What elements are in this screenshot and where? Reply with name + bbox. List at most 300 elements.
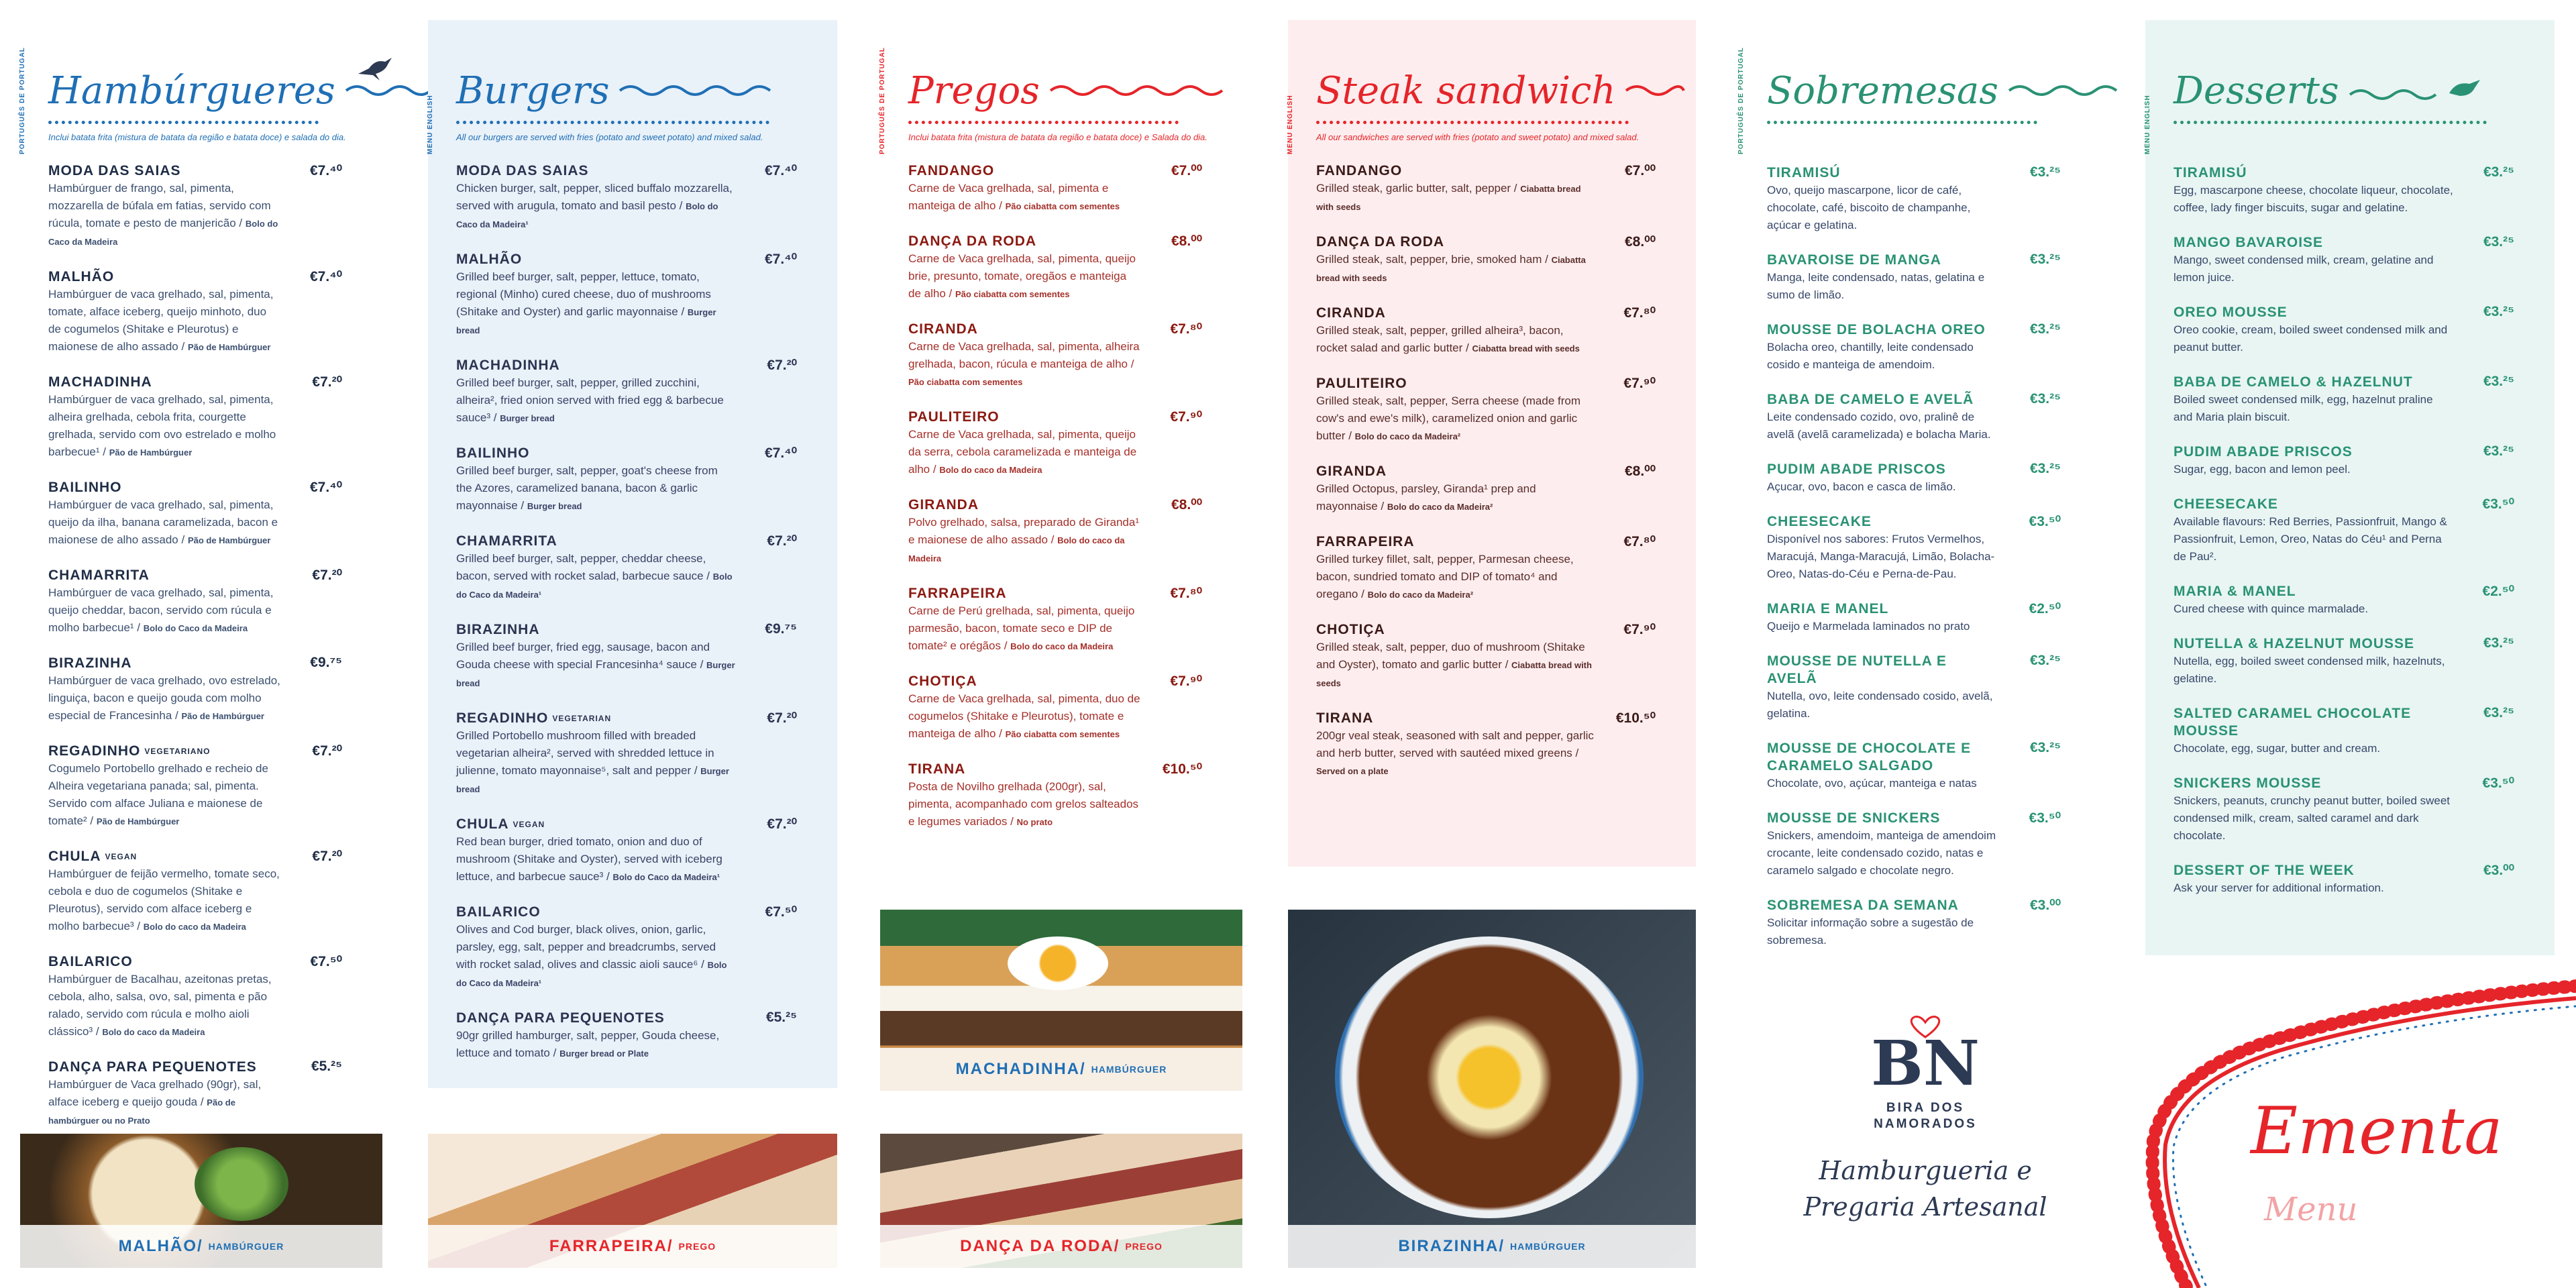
item-description [1767,914,2061,949]
menu-item [456,357,797,427]
menu-item [48,953,342,1041]
item-description-text: Hambúrguer de vaca grelhado, ovo estrelado, linguiça, bacon e queijo gouda com molho especial de Francesinha / [48,674,280,722]
item-name-text: TIRAMISÚ [2174,165,2247,180]
item-name-text: BAILARICO [48,954,133,969]
item-name-text: MACHADINHA [456,358,560,373]
item-price: €7.²⁰ [767,816,797,832]
menu-item [1316,162,1656,216]
language-label: MENU ENGLISH [2144,95,2151,154]
item-description-text: Sugar, egg, bacon and lemon peel. [2174,463,2351,476]
item-description [1316,639,1656,692]
item-name-text: MALHÃO [456,252,523,267]
item-price: €3.²⁵ [2029,653,2061,668]
item-description [908,690,1202,743]
item-description-text: Chocolate, ovo, açúcar, manteiga e natas [1767,777,1977,790]
item-price: €5.²⁵ [765,1010,797,1025]
bread-type: Pão de Hambúrguer [187,535,271,545]
item-description [908,426,1202,479]
item-name [2174,635,2514,653]
bread-type: Served on a plate [1316,766,1389,776]
item-name [908,233,1202,250]
dotted-divider [48,121,319,124]
item-price: €3.²⁵ [2029,252,2061,267]
item-name-text: SALTED CARAMEL CHOCOLATE MOUSSE [2174,706,2412,739]
item-description [456,1027,797,1063]
item-description [2174,600,2514,618]
panel-sobremesas [1739,20,2101,967]
item-description-text: Hambúrguer de feijão vermelho, tomate seco, cebola e duo de cogumelos (Shitake e Pleurotus), servido com alface iceberg e molho barbecue³ / [48,867,280,932]
item-name-text: SNICKERS MOUSSE [2174,775,2322,791]
item-description-text: Hambúrguer de vaca grelhado, sal, pimenta, alheira grelhada, cebola frita, courgette grelhada, servido com ovo estrelado e molho barbecue¹ / [48,393,276,458]
item-description-text: Cogumelo Portobello grelhado e recheio de Alheira vegetariana panada; sal, pimenta. Servido com alface Juliana e maionese de tomate² / [48,762,268,827]
wave-icon [2008,83,2122,99]
item-name-text: DANÇA PARA PEQUENOTES [48,1059,257,1075]
photo-caption: MACHADINHA/ HAMBÚRGUER [880,1048,1242,1091]
bread-type: Burger bread [500,413,555,423]
menu-item [456,251,797,339]
menu-item [908,162,1202,215]
item-description-text: Bolacha oreo, chantilly, leite condensado cosido e manteiga de amendoim. [1767,341,1974,371]
item-description-text: Disponível nos sabores: Frutos Vermelhos, Maracujá, Manga-Maracujá, Limão, Bolacha-Oreo, Natas-do-Céu e Perna-de-Pau. [1767,533,1995,580]
photo-caption: BIRAZINHA/ HAMBÚRGUER [1288,1225,1696,1268]
item-price: €3.⁰⁰ [2483,863,2514,878]
item-price: €7.⁹⁰ [1170,409,1202,425]
menu-item [1767,810,2061,879]
item-description [908,602,1202,655]
wave-icon [345,83,432,99]
bread-type: Bolo do Caco da Madeira¹ [612,872,720,882]
item-price: €3.²⁵ [2483,374,2514,389]
bread-type: No prato [1016,817,1053,827]
item-name [908,496,1202,514]
item-name [456,1010,797,1027]
bread-type: Bolo do Caco da Madeira¹ [456,572,733,600]
item-name [1316,533,1656,551]
wave-icon [619,83,780,99]
item-name-text: CHOTIÇA [1316,622,1385,637]
diet-tag: VEGETARIAN [552,714,612,723]
item-price: €7.²⁰ [767,710,797,726]
item-description [1316,727,1656,780]
item-description [1767,182,2061,234]
bread-type: Pão ciabatta com sementes [1005,729,1120,739]
item-description-text: Leite condensado cozido, ovo, pralinê de avelã (avelã caramelizada) e bolacha Maria. [1767,411,1991,441]
item-price: €9.⁷⁵ [310,655,342,670]
bread-type: Burger bread [456,660,735,688]
item-price: €7.⁴⁰ [765,445,797,461]
item-name-text: MALHÃO [48,269,115,284]
item-price: €7.⁰⁰ [1171,163,1202,178]
menu-item [908,496,1202,568]
item-description-text: Available flavours: Red Berries, Passionfruit, Mango & Passionfruit, Lemon, Oreo, Natas do Céu¹ and Perna de Pau². [2174,515,2447,563]
item-name [1767,321,2061,339]
item-name-text: FANDANGO [908,163,995,178]
item-name [456,162,797,180]
item-description [1316,392,1656,445]
item-price: €7.⁸⁰ [1623,305,1656,321]
item-description-text: Boiled sweet condensed milk, egg, hazelnut praline and Maria plain biscuit. [2174,393,2433,423]
photo-malhao [20,1134,382,1268]
menu-item [48,743,342,830]
bird-icon [356,54,393,83]
item-name-text: REGADINHO [48,743,141,759]
item-name-text: FANDANGO [1316,163,1403,178]
item-name [1316,463,1656,480]
item-description [2174,391,2514,426]
menu-item [1316,710,1656,780]
dotted-divider [1316,121,1629,124]
item-name [1316,305,1656,322]
item-price: €3.²⁵ [2483,304,2514,319]
item-name-text: PUDIM ABADE PRISCOS [2174,444,2353,460]
item-description-text: Açucar, ovo, bacon e casca de limão. [1767,480,1956,493]
item-description [1767,339,2061,374]
item-price: €7.⁴⁰ [310,163,342,178]
diet-tag: VEGAN [105,852,138,861]
dotted-divider [456,121,769,124]
item-price: €8.⁰⁰ [1171,233,1202,249]
item-name-text: CHAMARRITA [456,533,557,549]
item-description-text: Nutella, egg, boiled sweet condensed milk, hazelnuts, gelatine. [2174,655,2445,685]
language-label: MENU ENGLISH [427,95,434,154]
menu-item [48,848,342,936]
bread-type: Bolo do Caco da Madeira [143,623,248,633]
photo-caption: MALHÃO/ HAMBÚRGUER [20,1225,382,1268]
brand-name-line1: BIRA DOS [1886,1101,1965,1115]
menu-item [1767,391,2061,443]
item-name-text: PAULITEIRO [1316,376,1407,391]
item-price: €3.⁰⁰ [2029,898,2061,913]
item-name [1767,653,2061,688]
menu-item [1767,321,2061,374]
language-label: PORTUGUÊS DE PORTUGAL [879,47,886,154]
item-description-text: Queijo e Marmelada laminados no prato [1767,620,1970,633]
item-description [1316,551,1656,604]
item-name [1767,391,2061,409]
item-price: €2.⁵⁰ [2029,601,2061,616]
menu-item [908,585,1202,655]
bread-type: Pão ciabatta com sementes [955,289,1070,299]
bread-type: Ciabatta bread with seeds [1472,343,1580,354]
menu-item [1767,740,2061,792]
item-name-text: BABA DE CAMELO E AVELÃ [1767,392,1974,407]
bread-type: Burger bread or Plate [559,1049,649,1059]
item-name-text: BAILINHO [456,445,530,461]
item-description-text: Nutella, ovo, leite condensado cosido, avelã, gelatina. [1767,690,1993,720]
item-price: €7.⁴⁰ [310,269,342,284]
menu-item [456,445,797,515]
item-description-text: Carne de Vaca grelhada, sal, pimenta, alheira grelhada, bacon, rúcula e manteiga de alho / [908,340,1140,370]
section-title [2174,67,2514,114]
bread-type: Ciabatta bread with seeds [1316,255,1586,283]
item-name-text: PAULITEIRO [908,409,1000,425]
bread-type: Pão de hambúrguer ou no Prato [48,1097,235,1126]
item-description-text: 200gr veal steak, seasoned with salt and pepper, garlic and herb butter, served with sautéed mixed greens / [1316,729,1594,759]
item-price: €7.⁵⁰ [765,904,797,920]
item-name [48,567,342,584]
item-description-text: Grilled beef burger, salt, pepper, lettuce, tomato, regional (Minho) cured cheese, duo of mushrooms (Shitake and Oyster) and garlic mayonnaise / [456,270,711,318]
item-price: €7.⁴⁰ [765,252,797,267]
item-description-text: Red bean burger, dried tomato, onion and duo of mushroom (Shitake and Oyster), served with iceberg lettuce, and barbecue sauce³ / [456,835,722,883]
item-description-text: Snickers, amendoim, manteiga de amendoim crocante, leite condensado cozido, natas e caramelo salgado e chocolate negro. [1767,829,1996,877]
menu-item [2174,635,2514,688]
item-name-text: CHULA [456,816,509,832]
item-description [1316,180,1656,216]
item-name [908,585,1202,602]
item-name [456,904,797,921]
item-name-text: MODA DAS SAIAS [456,163,589,178]
item-description-text: Grilled turkey fillet, salt, pepper, Parmesan cheese, bacon, sundried tomato and DIP of tomato⁴ and oregano / [1316,553,1574,600]
item-description-text: Grilled beef burger, salt, pepper, goat's cheese from the Azores, caramelized banana, bacon & garlic mayonnaise / [456,464,718,512]
item-description [1767,478,2061,496]
item-price: €7.⁰⁰ [1624,163,1656,178]
item-name [1767,252,2061,269]
item-description [456,180,797,233]
item-description [48,584,342,637]
item-price: €3.⁵⁰ [2482,775,2514,791]
photo-caption: DANÇA DA RODA/ PREGO [880,1225,1242,1268]
item-price: €7.⁴⁰ [765,163,797,178]
menu-item [456,621,797,692]
bread-type: Bolo do caco da Madeira² [1387,502,1493,512]
item-description [48,286,342,356]
item-name [48,953,342,971]
item-name [1316,162,1656,180]
section-title [48,67,342,114]
section-title [456,67,797,114]
item-description [456,268,797,339]
item-name-text: MOUSSE DE BOLACHA OREO [1767,322,1986,337]
menu-item [2174,164,2514,217]
item-name-text: DANÇA DA RODA [1316,234,1445,250]
item-name [1767,461,2061,478]
menu-item [456,904,797,992]
section-subtitle: All our sandwiches are served with fries (potato and sweet potato) and mixed salad. [1316,132,1640,142]
menu-item [1767,461,2061,496]
item-name [2174,164,2514,182]
section-title [908,67,1202,114]
bread-type: Bolo do caco da Madeira² [1354,431,1461,441]
section-title-text: Pregos [908,68,1040,113]
item-description [2174,653,2514,688]
item-description [1316,251,1656,287]
item-description-text: Solicitar informação sobre a sugestão de sobremesa. [1767,916,1974,947]
brand-tagline-line2: Pregaria Artesanal [1803,1192,2047,1222]
wave-icon [1625,83,1685,99]
item-price: €2.⁵⁰ [2482,584,2514,599]
section-title [1316,67,1656,114]
item-name-text: CHULA [48,849,101,864]
item-description-text: Carne de Vaca grelhada, sal, pimenta, queijo da serra, cebola caramelizada e manteiga de alho / [908,428,1137,476]
item-name-text: MACHADINHA [48,374,152,390]
item-name-text: CHAMARRITA [48,568,150,583]
dotted-divider [908,121,1179,124]
item-description-text: Grilled steak, salt, pepper, brie, smoked ham / [1316,253,1548,266]
item-description [1767,618,2061,635]
item-name-text: TIRANA [1316,710,1374,726]
item-name [2174,443,2514,461]
item-price: €8.⁰⁰ [1171,497,1202,513]
item-price: €7.²⁰ [312,743,342,759]
bread-type: Pão de Hambúrguer [109,447,193,458]
section-title-text: Hambúrgueres [48,68,335,113]
item-description [48,1076,342,1130]
item-price: €3.⁵⁰ [2482,496,2514,512]
section-subtitle: Inclui batata frita (mistura de batata da região e batata doce) e salada do dia. [48,132,346,142]
panel-burgers [428,20,837,1088]
item-price: €3.²⁵ [2483,234,2514,250]
item-description-text: Grilled beef burger, salt, pepper, cheddar cheese, bacon, served with rocket salad, barbecue sauce / [456,552,710,582]
item-description [1767,409,2061,443]
item-name-text: GIRANDA [908,497,979,513]
section-subtitle: Inclui batata frita (mistura de batata da região e batata doce) e Salada do dia. [908,132,1208,142]
menu-item [1316,233,1656,287]
item-description-text: Grilled steak, salt, pepper, grilled alheira³, bacon, rocket salad and garlic butter / [1316,324,1564,354]
item-description-text: Ovo, queijo mascarpone, licor de café, chocolate, café, biscoito de champanhe, açúcar e gelatina. [1767,184,1971,231]
menu-item [456,533,797,604]
item-description-text: Grilled beef burger, salt, pepper, grilled zucchini, alheira², fried onion served with fried egg & barbecue sauce³ / [456,376,724,424]
menu-item [1316,463,1656,516]
item-name-text: OREO MOUSSE [2174,305,2288,320]
bread-type: Bolo do caco da Madeira [908,535,1125,564]
item-name-text: MOUSSE DE CHOCOLATE E CARAMELO SALGADO [1767,741,1972,773]
section-title-text: Desserts [2174,68,2339,113]
item-price: €7.⁸⁰ [1170,321,1202,337]
item-description-text: Grilled steak, garlic butter, salt, pepper / [1316,182,1517,195]
item-description [48,760,342,830]
menu-item [1316,533,1656,604]
item-description [908,514,1202,568]
item-description [1767,775,2061,792]
item-price: €3.²⁵ [2029,740,2061,755]
item-price: €3.⁵⁰ [2029,810,2061,826]
item-name [908,673,1202,690]
egg-shape [1008,936,1108,990]
item-name-text: MANGO BAVAROISE [2174,235,2324,250]
item-description [1767,688,2061,722]
section-title-text: Burgers [456,68,610,113]
bread-type: Pão de Hambúrguer [181,711,264,721]
item-name [48,479,342,496]
item-price: €7.²⁰ [767,358,797,373]
item-description-text: Carne de Perú grelhada, sal, pimenta, queijo parmesão, bacon, tomate seco e DIP de tomate² e orégãos / [908,604,1135,652]
cover-subtitle: Menu [2264,1191,2358,1228]
panel-desserts [2145,20,2555,955]
item-name [48,374,342,391]
item-price: €3.²⁵ [2029,391,2061,407]
item-description [1316,480,1656,516]
item-name [2174,583,2514,600]
section-subtitle: All our burgers are served with fries (potato and sweet potato) and mixed salad. [456,132,763,142]
item-name-text: GIRANDA [1316,464,1387,479]
item-description-text: Grilled beef burger, fried egg, sausage, bacon and Gouda cheese with special Francesinha⁴ sauce / [456,641,710,671]
diet-tag: VEGAN [513,820,545,829]
bread-type: Pão ciabatta com sementes [908,377,1023,387]
item-price: €9.⁷⁵ [765,621,797,637]
bread-type: Burger bread [527,501,582,511]
item-description [1767,827,2061,879]
item-description-text: Grilled steak, salt, pepper, duo of mushroom (Shitake and Oyster), tomato and garlic butter / [1316,641,1585,671]
item-name [48,162,342,180]
item-description-text: Mango, sweet condensed milk, cream, gelatine and lemon juice. [2174,254,2434,284]
item-name-text: BAVAROISE DE MANGA [1767,252,1941,268]
item-name-text: FARRAPEIRA [1316,534,1415,549]
menu-item [908,233,1202,303]
bread-type: Ciabatta bread with seeds [1316,660,1592,688]
bread-type: Bolo do Caco da Madeira¹ [456,960,727,988]
item-description-text: Chocolate, egg, sugar, butter and cream. [2174,742,2381,755]
item-description-text: Hambúrguer de frango, sal, pimenta, mozzarella de búfala em fatias, servido com rúcula, tomate e pesto de manjericão / [48,182,271,229]
item-description-text: Chicken burger, salt, pepper, sliced buffalo mozzarella, served with arugula, tomato and basil pesto / [456,182,733,212]
item-price: €7.²⁰ [312,849,342,864]
item-description [456,921,797,992]
item-name [1767,740,2061,775]
menu-list [1316,162,1656,780]
item-description [456,639,797,692]
photo-caption: FARRAPEIRA/ PREGO [428,1225,837,1268]
item-description [2174,513,2514,566]
brand-name-line2: NAMORADOS [1874,1117,1977,1131]
menu-list [1767,164,2061,949]
item-name [1316,233,1656,251]
item-description-text: Posta de Novilho grelhada (200gr), sal, pimenta, acompanhado com grelos salteados e legumes variados / [908,780,1139,828]
item-description [456,374,797,427]
menu-item [48,162,342,251]
item-description [48,865,342,936]
item-name [2174,234,2514,252]
item-price: €5.²⁵ [311,1059,342,1074]
item-description [1767,531,2061,583]
item-price: €7.²⁰ [312,568,342,583]
item-name-text: NUTELLA & HAZELNUT MOUSSE [2174,636,2415,651]
item-description [2174,879,2514,897]
item-name-text: MOUSSE DE SNICKERS [1767,810,1941,826]
menu-item [2174,583,2514,618]
item-name-text: TIRAMISÚ [1767,165,1841,180]
item-price: €3.²⁵ [2029,164,2061,180]
menu-list [456,162,797,1063]
item-description-text: Hambúrguer de vaca grelhado, sal, pimenta, queijo cheddar, bacon, servido com rúcula e molho barbecue¹ / [48,586,274,634]
item-description-text: Carne de Vaca grelhada, sal, pimenta, duo de cogumelos (Shitake e Pleurotus), tomate e manteiga de alho / [908,692,1140,740]
item-name [48,268,342,286]
item-price: €7.⁹⁰ [1623,376,1656,391]
menu-item [2174,443,2514,478]
bread-type: Bolo do Caco da Madeira¹ [456,201,718,229]
item-name [1316,375,1656,392]
item-name-text: REGADINHO [456,710,549,726]
item-price: €3.²⁵ [2483,443,2514,459]
item-price: €7.²⁰ [767,533,797,549]
item-description-text: Manga, leite condensado, natas, gelatina e sumo de limão. [1767,271,1985,301]
item-name [1767,164,2061,182]
menu-list [908,162,1202,831]
item-description [456,833,797,886]
menu-item [48,374,342,462]
item-description [48,391,342,462]
bread-type: Pão de Hambúrguer [187,342,271,352]
item-description [2174,461,2514,478]
item-price: €7.⁴⁰ [310,480,342,495]
photo-birazinha [1288,910,1696,1268]
item-name [2174,775,2514,792]
item-name-text: MOUSSE DE NUTELLA E AVELÃ [1767,653,1947,686]
item-price: €3.⁵⁰ [2029,514,2061,529]
item-description-text: Hambúrguer de Bacalhau, azeitonas pretas, cebola, alho, salsa, ovo, sal, pimenta e pão ralado, servido com rúcula e molho aioli clássico³ / [48,973,272,1038]
item-price: €7.⁹⁰ [1623,622,1656,637]
item-name [456,357,797,374]
menu-item [1767,252,2061,304]
bread-type: Pão de Hambúrguer [96,816,180,826]
